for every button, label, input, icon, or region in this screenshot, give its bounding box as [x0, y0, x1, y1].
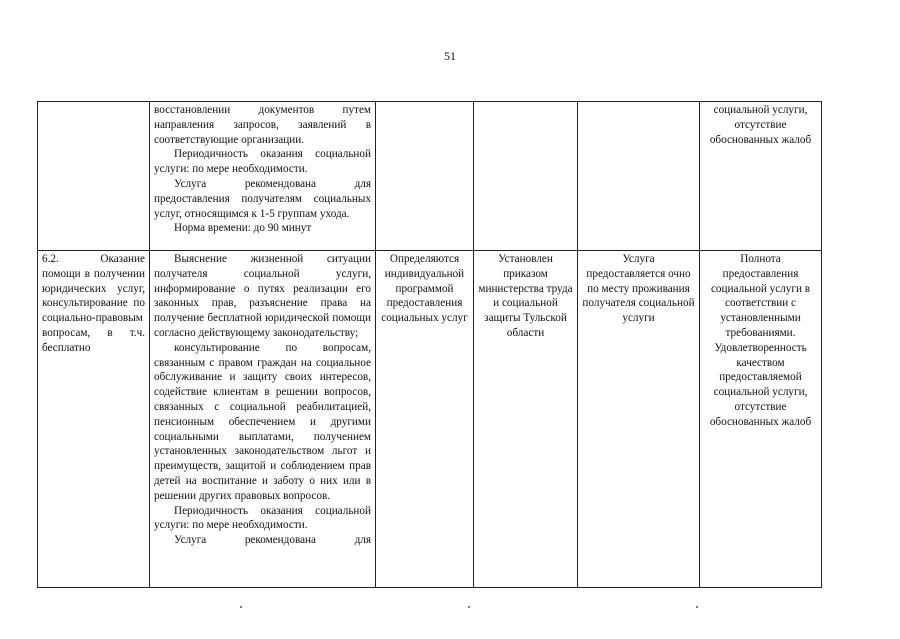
quality-indicators-cell: социальной услуги, отсутствие обоснованных жалоб	[700, 102, 822, 251]
description-paragraph: консультирование по вопросам, связанным с правом граждан на социальное обслуживание и защиту своих интересов, содействие клиентам в решении вопросов, связанных с социальной реабилитацией, пенсионным обеспечением и другими социальными выплатами, получением установленных законодательством льгот и преимуществ, защитой и соблюдением прав детей на воспитание и заботу о них или в решении других правовых вопросов.	[154, 341, 371, 502]
conditions-cell	[578, 102, 700, 251]
scan-speck	[240, 606, 242, 608]
table-row	[38, 251, 822, 588]
service-description-cell	[150, 251, 376, 588]
timing-cell: Установлен приказом министерства труда и социальной защиты Тульской области	[474, 251, 578, 588]
service-name: 6.2. Оказание помощи в получении юридических услуг, консультирование по социально-правовым вопросам, в т.ч. бесплатно	[42, 253, 145, 354]
conditions-cell: Услуга предоставляется очно по месту проживания получателя социальной услуги	[578, 251, 700, 588]
service-name-cell	[38, 102, 150, 251]
description-paragraph: Выяснение жизненной ситуации получателя социальной услуги, информирование о путях реализации его законных прав, разъяснение права на получение бесплатной юридической помощи согласно действующему законодательству;	[154, 253, 371, 339]
description-paragraph: Услуга рекомендована для	[174, 534, 371, 547]
description-paragraph: Периодичность оказания социальной услуги: по мере необходимости.	[154, 148, 371, 176]
description-paragraph: восстановлении документов путем направления запросов, заявлений в соответствующие организации.	[154, 104, 371, 146]
service-description-cell	[150, 102, 376, 251]
scan-speck	[696, 606, 698, 608]
page-number: 51	[444, 49, 456, 63]
volume-cell	[376, 102, 474, 251]
description-paragraph: Норма времени: до 90 минут	[174, 222, 312, 235]
volume-cell: Определяются индивидуальной программой предоставления социальных услуг	[376, 251, 474, 588]
description-paragraph: Периодичность оказания социальной услуги: по мере необходимости.	[154, 504, 371, 532]
timing-cell	[474, 102, 578, 251]
services-table	[37, 101, 822, 588]
table-row	[38, 102, 822, 251]
quality-indicators-cell: Полнота предоставления социальной услуги в соответствии с установленными требованиями. Удовлетворенность качеством предоставляемой социальной услуги, отсутствие обоснованных жалоб	[700, 251, 822, 588]
description-paragraph: Услуга рекомендована для предоставления получателям социальных услуг, относящимся к 1-5 группам ухода.	[154, 177, 371, 220]
service-name-cell	[38, 251, 150, 588]
scan-speck	[468, 606, 470, 608]
